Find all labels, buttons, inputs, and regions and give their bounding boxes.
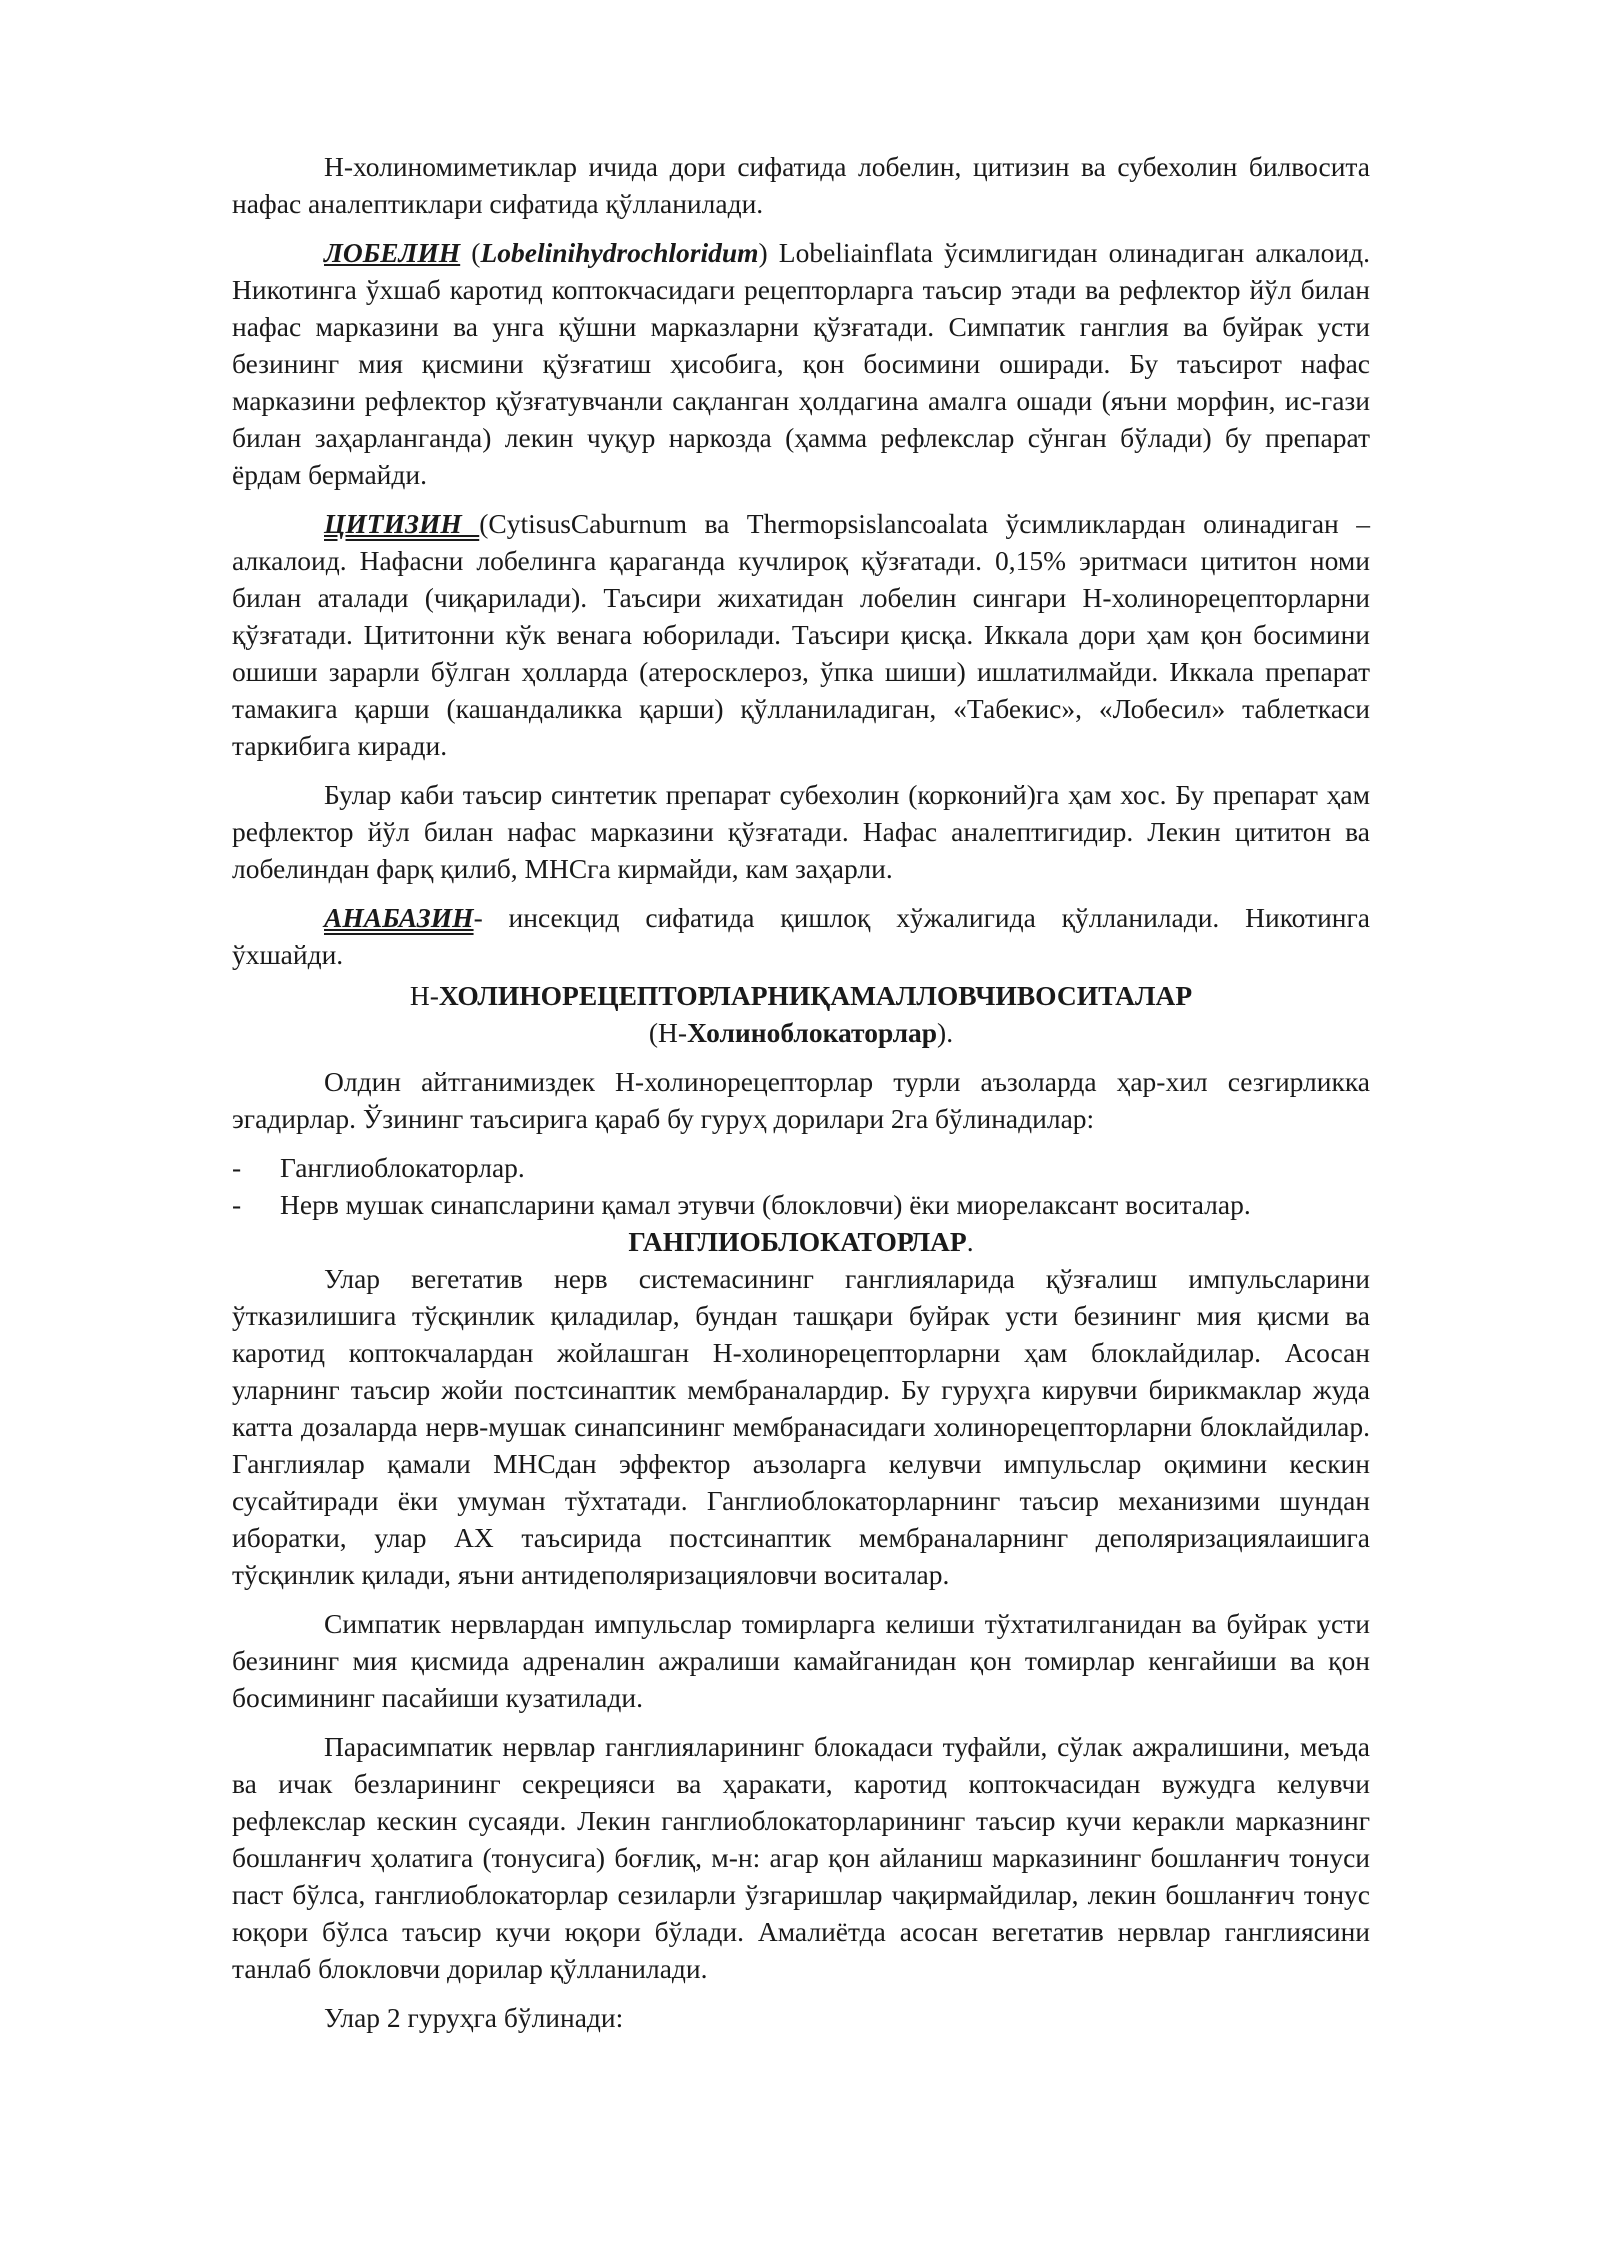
list-item-text: Ганглиоблокаторлар. — [280, 1152, 525, 1183]
list-dash: - — [232, 1152, 242, 1183]
term-citizin: ЦИТИЗИН — [324, 508, 480, 539]
paragraph-sympathetic: Симпатик нервлардан импульслар томирларга келиши тўхтатилганидан ва буйрак усти безининг мия қисмида адреналин ажралиши камайганидан қон томирлар кенгайиши ва қон босимининг пасайиши кузатилади. — [232, 1608, 1370, 1713]
term-anabazin: АНАБАЗИН — [324, 902, 474, 933]
heading-bold: ХОЛИНОРЕЦЕПТОРЛАРНИҚАМАЛЛОВЧИВОСИТАЛАР — [438, 980, 1193, 1011]
anabazin-text: - инсекцид сифатида қишлоқ хўжалигида қўлланилади. Никотинга ўхшайди. — [232, 902, 1370, 970]
citizin-text: (CytisusCaburnum ва Thermopsislancoalata ўсимликлардан олинадиган – алкалоид. Нафасни лобелинга қараганда кучлироқ қўзғатади. 0,15% эритмаси цититон номи билан аталади (чиқарилади). Таъсири жихатидан лобелин сингари Н-холинорецепторларни қўзғатади. Цититонни кўк венага юборилади. Таъсири қисқа. Иккала дори ҳам қон босимини ошиши зарарли бўлган ҳолларда (атеросклероз, ўпка шиши) ишлатилмайди. Иккала препарат тамакига қарши (кашандаликка қарши) қўлланиладиган, «Табекис», «Лобесил» таблеткаси таркибига киради. — [232, 508, 1370, 761]
heading2-dot: . — [966, 1226, 974, 1257]
document-page — [232, 148, 1370, 2048]
subheading-close: ). — [937, 1017, 954, 1048]
heading-prefix: Н- — [409, 980, 439, 1011]
paren-open: ( — [460, 237, 481, 268]
paragraph-intro: Н-холиномиметиклар ичида дори сифатида лобелин, цитизин ва субехолин билвосита нафас аналептиклари сифатида қўлланилади. — [232, 151, 1370, 219]
latin-name-lobelin: Lobelinihydrochloridum — [480, 237, 759, 268]
paragraph-parasympathetic: Парасимпатик нервлар ганглияларининг блокадаси туфайли, сўлак ажралишини, меъда ва ичак безларининг секрецияси ва ҳаракати, каротид коптокчасидан вужудга келувчи рефлекслар кескин сусаяди. Лекин ганглиоблокаторларининг таъсир кучи керакли марказнинг бошланғич ҳолатига (тонусига) боғлиқ, м-н: агар қон айланиш марказининг бошланғич тонуси паст бўлса, ганглиоблокаторлар сезиларли ўзгаришлар чақирмайдилар, лекин бошланғич тонус юқори бўлса таъсир кучи юқори бўлади. Амалиётда асосан вегетатив нервлар ганглиясини танлаб блокловчи дорилар қўлланилади. — [232, 1731, 1370, 1984]
section-heading-h-blockers — [232, 977, 1370, 1014]
subheading-bold: Холиноблокаторлар — [687, 1017, 938, 1048]
paragraph-ganglioblockers: Улар вегетатив нерв системасининг ганглияларида қўзғалиш импульсларини ўтказилишига тўсқинлик қиладилар, бундан ташқари буйрак усти безининг мия қисми ва каротид коптокчалардан жойлашган Н-холинорецепторларни ҳам блоклайдилар. Асосан уларнинг таъсир жойи постсинаптик мембраналардир. Бу гуруҳга кирувчи бирикмаклар жуда катта дозаларда нерв-мушак синапсининг мембранасидаги холинорецепторларни блоклайдилар. Ганглиялар қамали МНСдан эффектор аъзоларга келувчи импульслар оқимини кескин сусайтиради ёки умуман тўхтатади. Ганглиоблокаторларнинг таъсир механизими шундан иборатки, улар АХ таъсирида постсинаптик мембраналарнинг деполяризациялаишига тўсқинлик қилади, яъни антидеполяризацияловчи воситалар. — [232, 1263, 1370, 1590]
section-subheading — [232, 1014, 1370, 1051]
lobelin-text: ) Lobeliainflata ўсимлигидан олинадиган алкалоид. Никотинга ўхшаб каротид коптокчасидаги рецепторларга таъсир этади ва рефлектор йўл билан нафас марказини ва унга қўшни марказларни қўзғатади. Симпатик ганглия ва буйрак усти безининг мия қисмини қўзғатиш ҳисобига, қон босимини оширади. Бу таъсирот нафас марказини рефлектор қўзғатувчанли сақланган ҳолдагина амалга ошади (яъни морфин, ис-гази билан заҳарланганда) лекин чуқур наркозда (ҳамма рефлекслар сўнган бўлади) бу препарат ёрдам бермайди. — [232, 237, 1370, 490]
term-lobelin: ЛОБЕЛИН — [324, 237, 461, 268]
group-list — [232, 1149, 1370, 1223]
list-item — [232, 1186, 1370, 1223]
paragraph-citizin — [232, 505, 1370, 764]
paragraph-groups-intro: Олдин айтганимиздек Н-холинорецепторлар турли аъзоларда ҳар-хил сезгирликка эгадирлар. Ўзининг таъсирига қараб бу гуруҳ дорилари 2га бўлинадилар: — [232, 1066, 1370, 1134]
paragraph-two-groups: Улар 2 гуруҳга бўлинади: — [324, 2002, 624, 2033]
paragraph-lobelin — [232, 234, 1370, 493]
section-heading-ganglioblockers — [232, 1223, 1370, 1260]
paragraph-subecholin: Булар каби таъсир синтетик препарат субехолин (корконий)га ҳам хос. Бу препарат ҳам рефлектор йўл билан нафас марказини қўзғатади. Нафас аналептигидир. Лекин цититон ва лобелиндан фарқ қилиб, МНСга кирмайди, кам заҳарли. — [232, 779, 1370, 884]
paragraph-anabazin — [232, 899, 1370, 973]
heading2-text: ГАНГЛИОБЛОКАТОРЛАР — [628, 1226, 967, 1257]
subheading-open: (Н- — [648, 1017, 688, 1048]
list-dash: - — [232, 1189, 242, 1220]
list-item — [232, 1149, 1370, 1186]
list-item-text: Нерв мушак синапсларини қамал этувчи (блокловчи) ёки миорелаксант воситалар. — [280, 1189, 1251, 1220]
